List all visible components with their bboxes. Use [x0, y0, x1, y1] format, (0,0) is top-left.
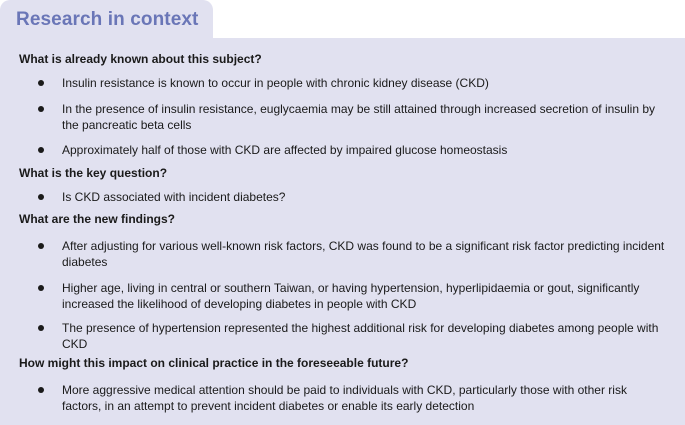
list-item: Approximately half of those with CKD are affected by impaired glucose homeostasis [62, 143, 508, 157]
bullet-icon [38, 325, 44, 331]
bullet-icon [38, 387, 44, 393]
bullet-icon [38, 243, 44, 249]
list-item: More aggressive medical attention should be paid to individuals with CKD, particularly those with other risk factors, in an attempt to prevent incident diabetes or enable its early detection [62, 383, 627, 413]
list-item: Is CKD associated with incident diabetes? [62, 190, 286, 204]
list-item: The presence of hypertension represented the highest additional risk for developing diabetes among people with CKD [62, 321, 659, 351]
list-item: In the presence of insulin resistance, euglycaemia may be still attained through increased secretion of insulin by the pancreatic beta cells [62, 102, 655, 132]
bullet-icon [38, 147, 44, 153]
list-item: After adjusting for various well-known risk factors, CKD was found to be a significant risk factor predicting incident diabetes [62, 239, 665, 269]
section-heading-clinical-impact: How might this impact on clinical practice in the foreseeable future? [19, 356, 409, 370]
section-heading-known: What is already known about this subject? [19, 52, 262, 66]
bullet-icon [38, 80, 44, 86]
list-item: Insulin resistance is known to occur in people with chronic kidney disease (CKD) [62, 76, 489, 90]
list-item: Higher age, living in central or southern Taiwan, or having hypertension, hyperlipidaemia or gout, significantly increased the likelihood of developing diabetes in people with CKD [62, 281, 640, 311]
title-tab [0, 0, 213, 38]
section-heading-new-findings: What are the new findings? [19, 212, 176, 226]
box-title: Research in context [16, 9, 199, 30]
bullet-icon [38, 285, 44, 291]
bullet-icon [38, 194, 44, 200]
section-heading-key-question: What is the key question? [19, 166, 168, 180]
bullet-icon [38, 106, 44, 112]
